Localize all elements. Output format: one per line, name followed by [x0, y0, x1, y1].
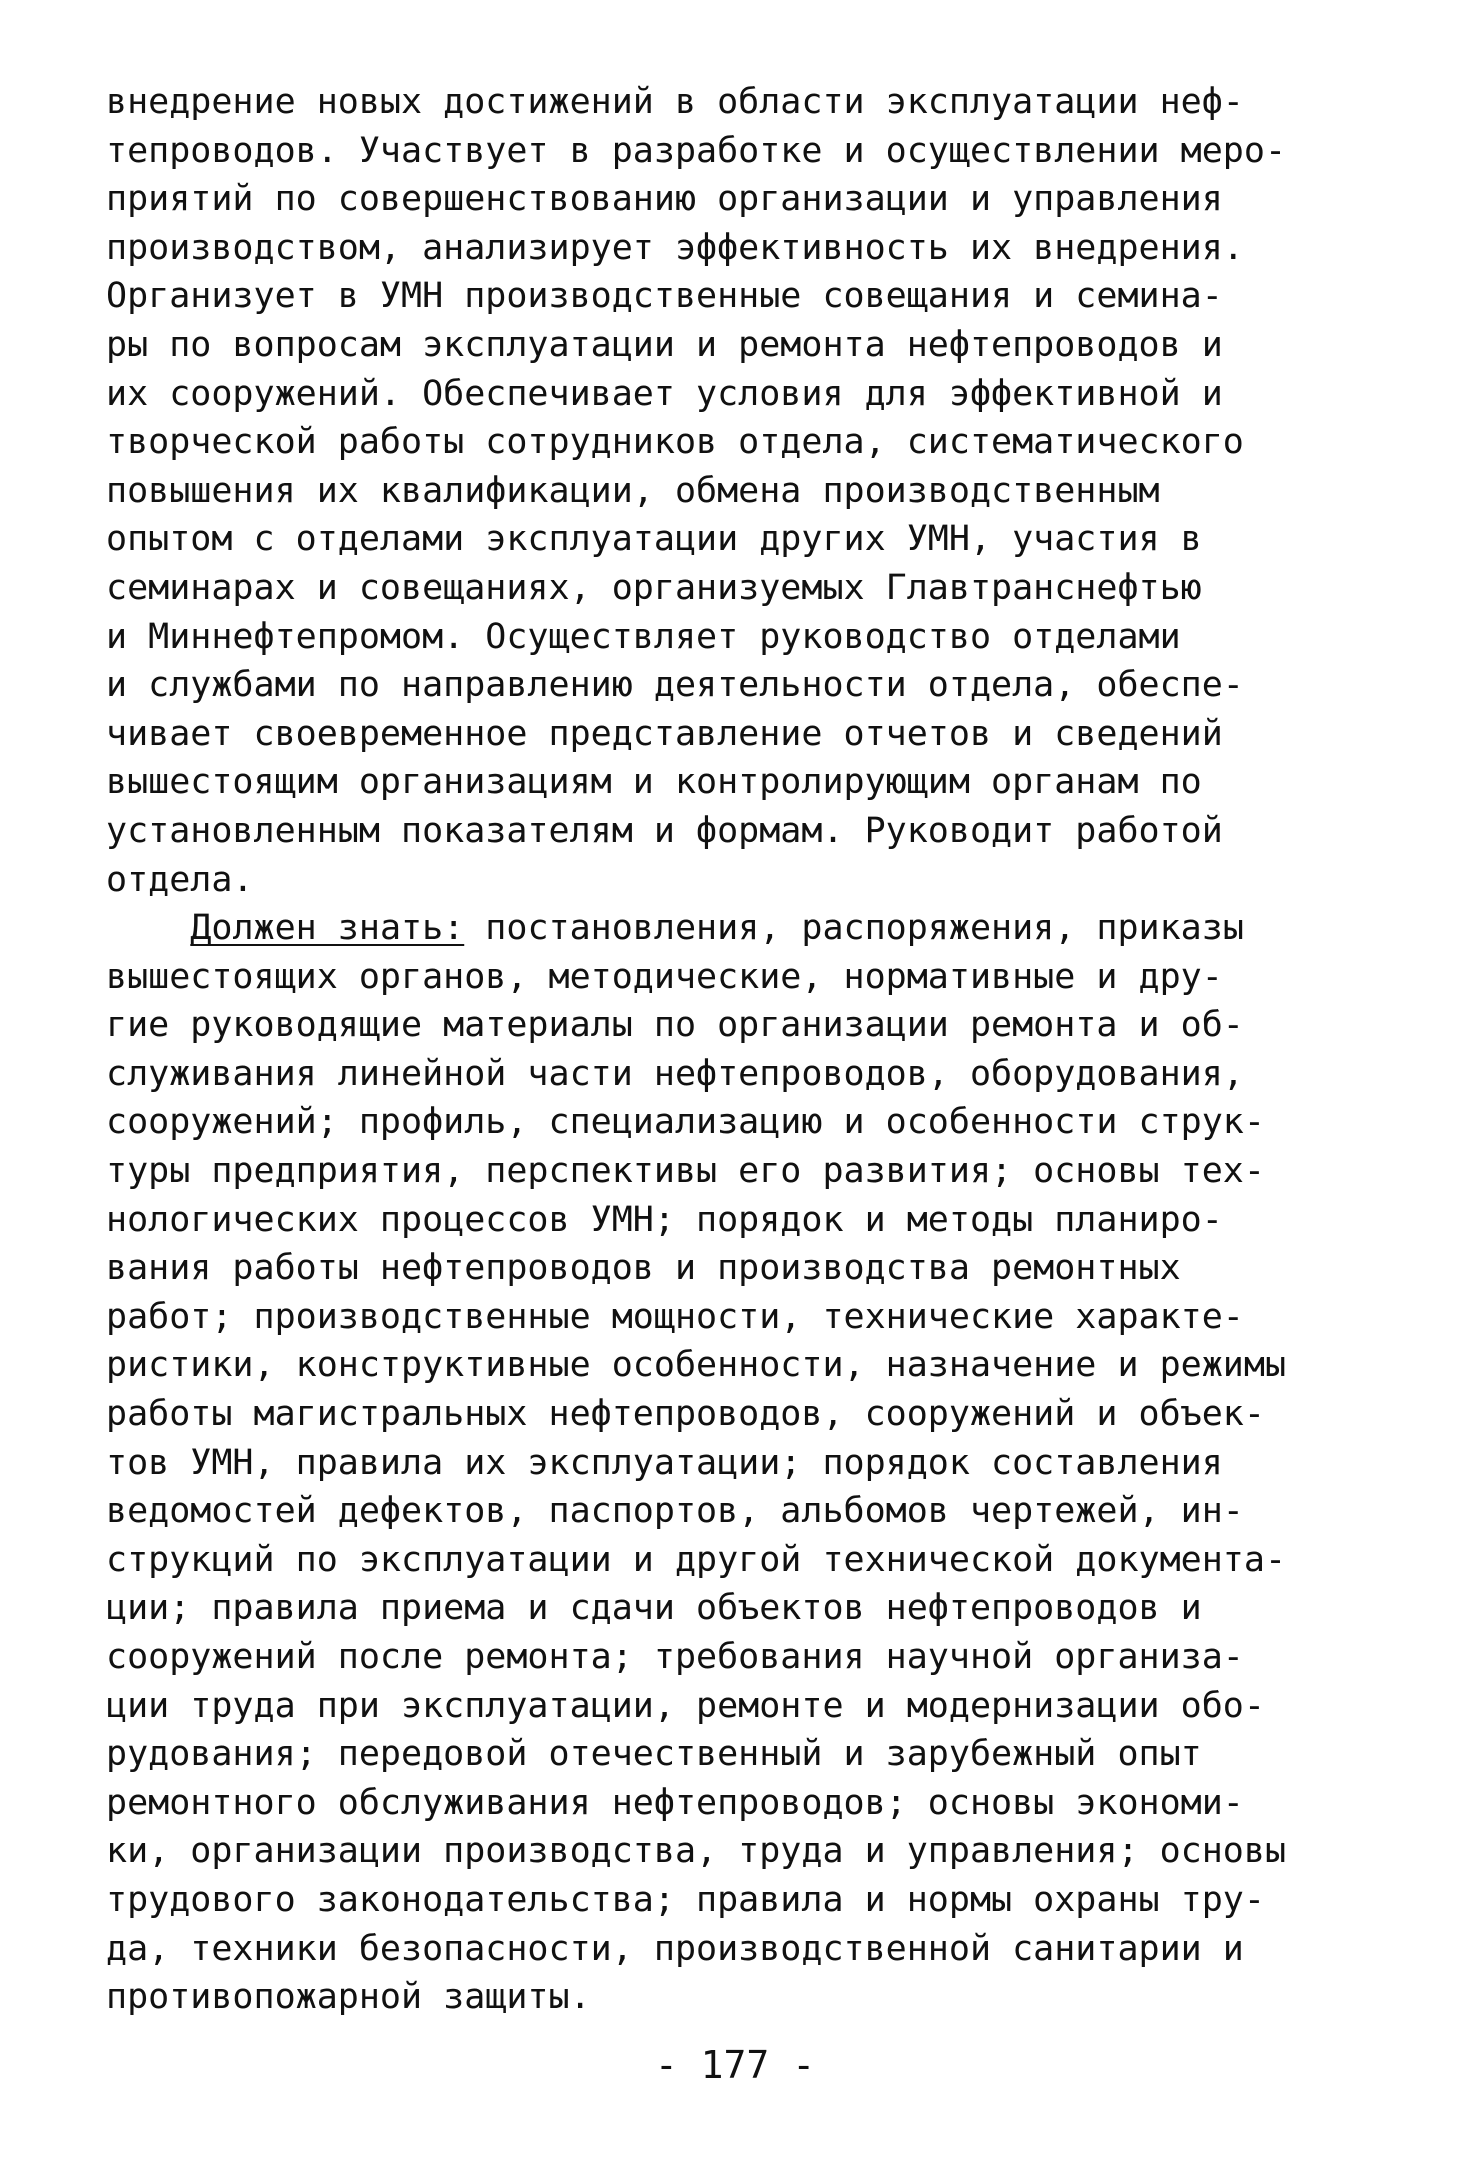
- section-first-line-text: постановления, распоряжения, приказы: [464, 908, 1244, 949]
- text-line: гие руководящие материалы по организации ремонта и об-: [106, 1005, 1244, 1046]
- text-line: вышестоящих органов, методические, нормативные и дру-: [106, 956, 1223, 997]
- text-line: ремонтного обслуживания нефтепроводов; основы экономи-: [106, 1782, 1244, 1823]
- text-block: [106, 78, 1396, 2022]
- text-line: ристики, конструктивные особенности, назначение и режимы: [106, 1345, 1287, 1386]
- text-line: повышения их квалификации, обмена производственным: [106, 470, 1160, 511]
- text-line: противопожарной защиты.: [106, 1977, 591, 2018]
- text-line: сооружений после ремонта; требования научной организа-: [106, 1637, 1244, 1677]
- text-line: их сооружений. Обеспечивает условия для эффективной и: [106, 373, 1223, 414]
- text-line: ки, организации производства, труда и управления; основы: [106, 1831, 1287, 1872]
- text-line: Организует в УМН производственные совещания и семина-: [106, 276, 1223, 317]
- text-line: отдела.: [106, 859, 254, 900]
- text-line: опытом с отделами эксплуатации других УМН, участия в: [106, 519, 1202, 560]
- text-line: вышестоящим организациям и контролирующим органам по: [106, 762, 1202, 803]
- text-line: нологических процессов УМН; порядок и методы планиро-: [106, 1199, 1223, 1240]
- text-line: рудования; передовой отечественный и зарубежный опыт: [106, 1734, 1202, 1775]
- text-line: и Миннефтепромом. Осуществляет руководство отделами: [106, 616, 1181, 657]
- text-line: служивания линейной части нефтепроводов, оборудования,: [106, 1053, 1244, 1094]
- text-line: творческой работы сотрудников отдела, систематического: [106, 422, 1244, 463]
- text-line: струкций по эксплуатации и другой технической документа-: [106, 1539, 1287, 1580]
- text-line: установленным показателям и формам. Руководит работой: [106, 810, 1223, 851]
- text-line: да, техники безопасности, производственной санитарии и: [106, 1928, 1244, 1969]
- text-line: ры по вопросам эксплуатации и ремонта нефтепроводов и: [106, 324, 1223, 365]
- text-line: тепроводов. Участвует в разработке и осуществлении меро-: [106, 130, 1287, 171]
- text-line: ции труда при эксплуатации, ремонте и модернизации обо-: [106, 1685, 1265, 1726]
- text-line: производством, анализирует эффективность их внедрения.: [106, 227, 1244, 268]
- text-line: тов УМН, правила их эксплуатации; порядок составления: [106, 1442, 1223, 1483]
- text-line: внедрение новых достижений в области эксплуатации неф-: [106, 82, 1244, 122]
- text-line: семинарах и совещаниях, организуемых Главтранснефтью: [106, 567, 1202, 608]
- text-line: ции; правила приема и сдачи объектов нефтепроводов и: [106, 1588, 1202, 1629]
- text-line: приятий по совершенствованию организации и управления: [106, 179, 1223, 220]
- text-line: и службами по направлению деятельности отдела, обеспе-: [106, 665, 1244, 706]
- text-line: сооружений; профиль, специализацию и особенности струк-: [106, 1102, 1265, 1143]
- section-heading: Должен знать:: [190, 908, 465, 949]
- text-line: работ; производственные мощности, технические характе-: [106, 1296, 1244, 1337]
- text-line: вания работы нефтепроводов и производства ремонтных: [106, 1248, 1181, 1289]
- text-line: чивает своевременное представление отчетов и сведений: [106, 713, 1223, 754]
- text-line: туры предприятия, перспективы его развития; основы тех-: [106, 1151, 1265, 1192]
- text-line: работы магистральных нефтепроводов, сооружений и объек-: [106, 1394, 1265, 1435]
- page-number: - 177 -: [654, 2043, 816, 2087]
- text-line: ведомостей дефектов, паспортов, альбомов чертежей, ин-: [106, 1491, 1244, 1532]
- section-first-line: [106, 904, 1396, 953]
- text-line: трудового законодательства; правила и нормы охраны тру-: [106, 1879, 1265, 1920]
